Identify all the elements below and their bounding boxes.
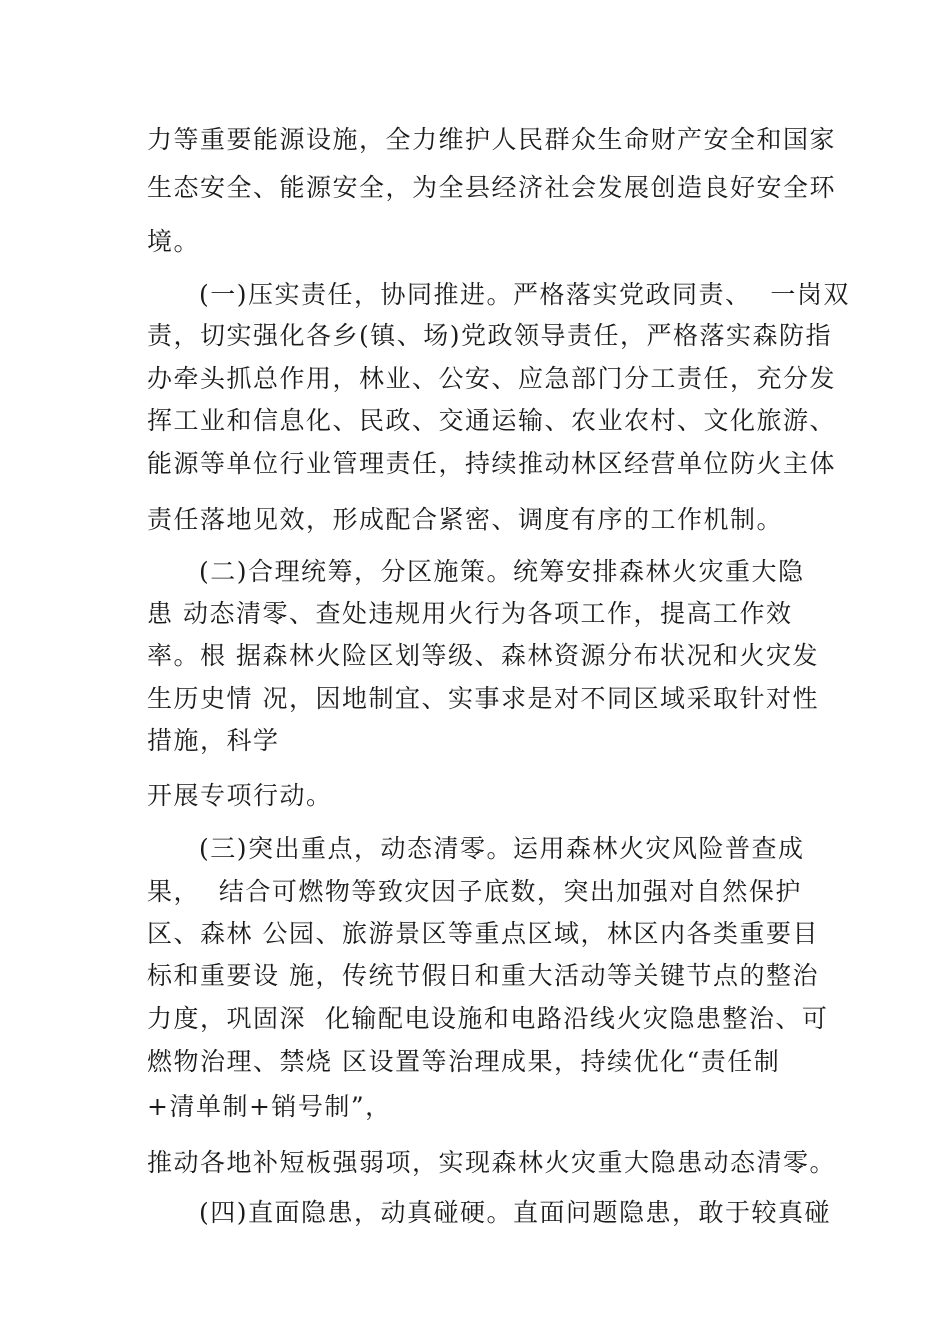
text-line: 生历史情 况，因地制宜、实事求是对不同区域采取针对性 [147,684,819,713]
text-line: 境。 [147,227,201,256]
text-line: +清单制+销号制”， [147,1092,392,1121]
text-line: 力度，巩固深 化输配电设施和电路沿线火灾隐患整治、可 [147,1004,829,1033]
text-line: 果， 结合可燃物等致灾因子底数，突出加强对自然保护 [147,877,802,906]
text-line: 生态安全、能源安全，为全县经济社会发展创造良好安全环 [147,173,837,202]
text-line: 率。根 据森林火险区划等级、森林资源分布状况和火灾发 [147,641,819,670]
text-line: 燃物治理、禁烧 区设置等治理成果，持续优化“责任制 [147,1047,781,1076]
text-line: 力等重要能源设施，全力维护人民群众生命财产安全和国家 [147,125,837,154]
text-line: 开展专项行动。 [147,781,333,810]
paragraph-2-heading-line: (二)合理统筹，分区施策。统筹安排森林火灾重大隐 [199,557,805,586]
text-line: 区、森林 公园、旅游景区等重点区域，林区内各类重要目 [147,919,819,948]
text-line: 标和重要设 施，传统节假日和重大活动等关键节点的整治 [147,961,819,990]
text-line: 措施，科学 [147,726,280,755]
text-line: 责，切实强化各乡(镇、场)党政领导责任，严格落实森防指 [147,321,833,350]
text-line: 责任落地见效，形成配合紧密、调度有序的工作机制。 [147,505,784,534]
text-line: 挥工业和信息化、民政、交通运输、农业农村、文化旅游、 [147,406,837,435]
text-line: 推动各地补短板强弱项，实现森林火灾重大隐患动态清零。 [147,1148,837,1177]
text-line: 能源等单位行业管理责任，持续推动林区经营单位防火主体 [147,449,837,478]
text-line: 办牵头抓总作用，林业、公安、应急部门分工责任，充分发 [147,364,837,393]
paragraph-1-heading-line: (一)压实责任，协同推进。严格落实党政同责、 一岗双 [199,280,850,309]
paragraph-4-heading-line: (四)直面隐患，动真碰硬。直面问题隐患，敢于较真碰 [199,1198,832,1227]
text-line: 患 动态清零、查处违规用火行为各项工作，提高工作效 [147,599,793,628]
paragraph-3-heading-line: (三)突出重点，动态清零。运用森林火灾风险普查成 [199,834,805,863]
